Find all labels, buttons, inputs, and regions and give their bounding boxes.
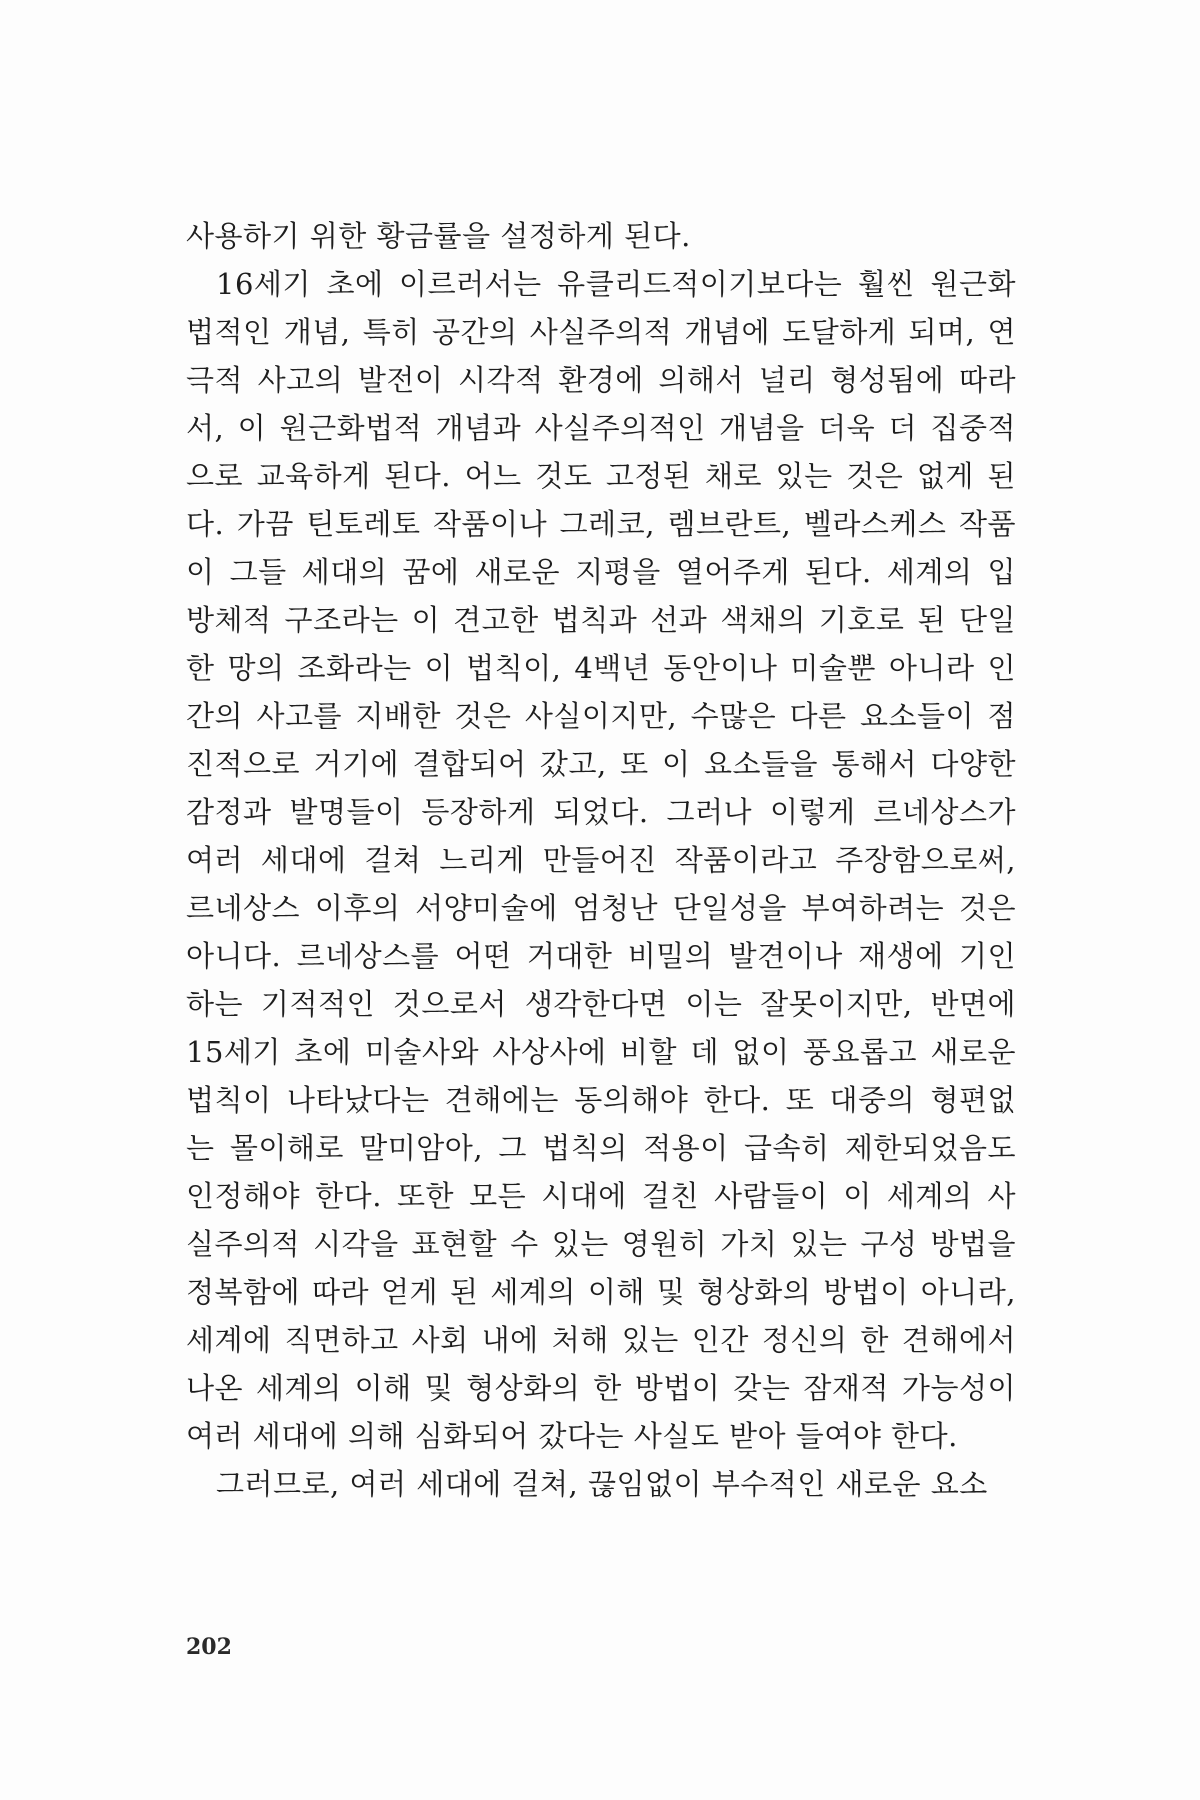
text-line: 르네상스 이후의 서양미술에 엄청난 단일성을 부여하려는 것은 (186, 891, 1016, 925)
text-line: 이 그들 세대의 꿈에 새로운 지평을 열어주게 된다. 세계의 입 (186, 555, 1016, 589)
text-line: 법칙이 나타났다는 견해에는 동의해야 한다. 또 대중의 형편없 (186, 1083, 1016, 1117)
text-line: 간의 사고를 지배한 것은 사실이지만, 수많은 다른 요소들이 점 (186, 699, 1016, 733)
body-text (186, 212, 1016, 1508)
text-line: 15세기 초에 미술사와 사상사에 비할 데 없이 풍요롭고 새로운 (186, 1035, 1016, 1069)
text-line: 여러 세대에 걸쳐 느리게 만들어진 작품이라고 주장함으로써, (186, 843, 1016, 877)
text-line: 방체적 구조라는 이 견고한 법칙과 선과 색채의 기호로 된 단일 (186, 603, 1016, 637)
text-line: 진적으로 거기에 결합되어 갔고, 또 이 요소들을 통해서 다양한 (186, 747, 1016, 781)
text-line: 극적 사고의 발전이 시각적 환경에 의해서 널리 형성됨에 따라 (186, 363, 1016, 397)
text-line: 그러므로, 여러 세대에 걸쳐, 끊임없이 부수적인 새로운 요소 (216, 1467, 988, 1501)
text-line: 나온 세계의 이해 및 형상화의 한 방법이 갖는 잠재적 가능성이 (186, 1371, 1016, 1405)
text-line: 서, 이 원근화법적 개념과 사실주의적인 개념을 더욱 더 집중적 (186, 411, 1016, 445)
text-line: 16세기 초에 이르러서는 유클리드적이기보다는 훨씬 원근화 (216, 267, 1016, 301)
text-line: 인정해야 한다. 또한 모든 시대에 걸친 사람들이 이 세계의 사 (186, 1179, 1016, 1213)
text-line: 여러 세대에 의해 심화되어 갔다는 사실도 받아 들여야 한다. (186, 1419, 958, 1453)
text-line: 다. 가끔 틴토레토 작품이나 그레코, 렘브란트, 벨라스케스 작품 (186, 507, 1016, 541)
text-line: 하는 기적적인 것으로서 생각한다면 이는 잘못이지만, 반면에 (186, 987, 1016, 1021)
text-line: 으로 교육하게 된다. 어느 것도 고정된 채로 있는 것은 없게 된 (186, 459, 1016, 493)
text-line: 정복함에 따라 얻게 된 세계의 이해 및 형상화의 방법이 아니라, (186, 1275, 1016, 1309)
text-line: 사용하기 위한 황금률을 설정하게 된다. (186, 219, 691, 253)
text-line: 는 몰이해로 말미암아, 그 법칙의 적용이 급속히 제한되었음도 (186, 1131, 1016, 1165)
text-line: 법적인 개념, 특히 공간의 사실주의적 개념에 도달하게 되며, 연 (186, 315, 1016, 349)
text-line: 아니다. 르네상스를 어떤 거대한 비밀의 발견이나 재생에 기인 (186, 939, 1016, 973)
text-line: 감정과 발명들이 등장하게 되었다. 그러나 이렇게 르네상스가 (186, 795, 1016, 829)
text-line: 실주의적 시각을 표현할 수 있는 영원히 가치 있는 구성 방법을 (186, 1227, 1016, 1261)
page-number: 202 (186, 1634, 232, 1660)
text-line: 세계에 직면하고 사회 내에 처해 있는 인간 정신의 한 견해에서 (186, 1323, 1016, 1357)
text-line: 한 망의 조화라는 이 법칙이, 4백년 동안이나 미술뿐 아니라 인 (186, 651, 1016, 685)
